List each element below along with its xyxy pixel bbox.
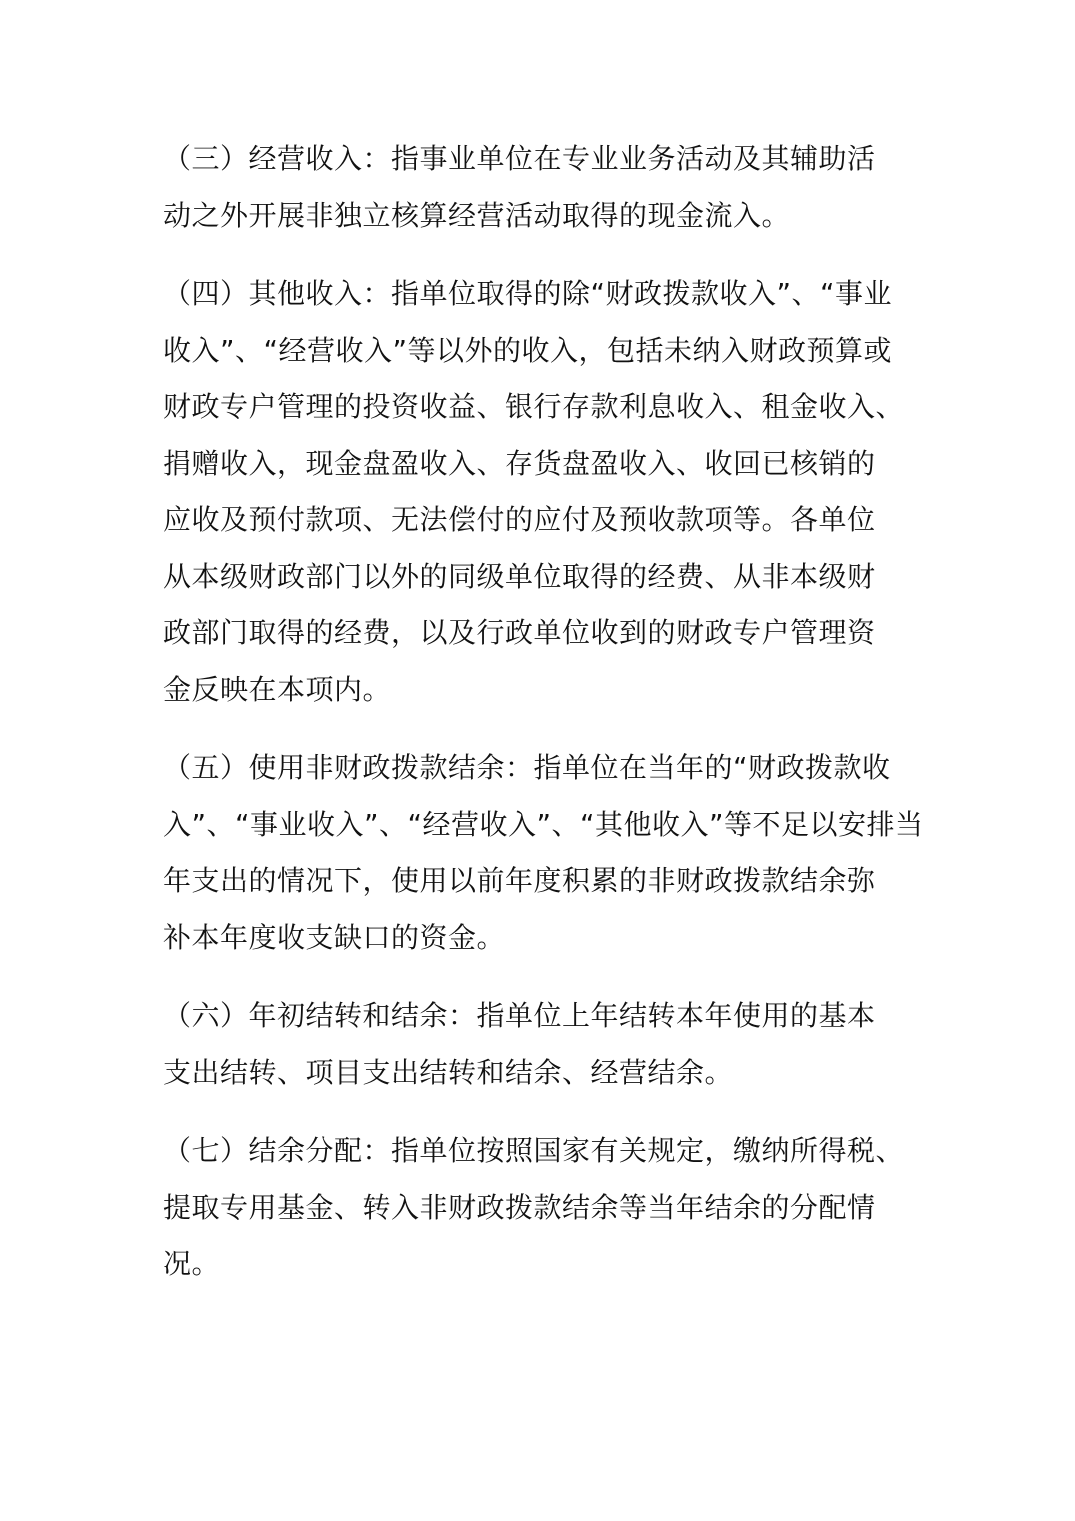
text-line: （三）经营收入：指事业单位在专业业务活动及其辅助活 bbox=[163, 142, 876, 175]
text-line: 财政专户管理的投资收益、银行存款利息收入、租金收入、 bbox=[163, 390, 905, 423]
text-line: 况。 bbox=[163, 1247, 221, 1280]
paragraph-operating-income bbox=[163, 131, 908, 244]
text-line: 提取专用基金、转入非财政拨款结余等当年结余的分配情 bbox=[163, 1190, 876, 1224]
text-line: 入”、“事业收入”、“经营收入”、“其他收入”等不足以安排当 bbox=[163, 807, 924, 841]
text-line: 动之外开展非独立核算经营活动取得的现金流入。 bbox=[163, 198, 791, 232]
text-line: （五）使用非财政拨款结余：指单位在当年的“财政拨款收 bbox=[163, 751, 891, 784]
paragraph-carryover-balance bbox=[163, 988, 908, 1101]
paragraph-non-fiscal-surplus-use bbox=[163, 740, 924, 966]
text-line: 支出结转、项目支出结转和结余、经营结余。 bbox=[163, 1055, 734, 1089]
text-line: （七）结余分配：指单位按照国家有关规定，缴纳所得税、 bbox=[163, 1134, 905, 1167]
text-line: 从本级财政部门以外的同级单位取得的经费、从非本级财 bbox=[163, 559, 876, 593]
text-line: 政部门取得的经费，以及行政单位收到的财政专户管理资 bbox=[163, 616, 876, 649]
document-body bbox=[163, 131, 924, 1315]
paragraph-surplus-distribution bbox=[163, 1123, 908, 1293]
paragraph-other-income bbox=[163, 266, 908, 718]
text-line: 应收及预付款项、无法偿付的应付及预收款项等。各单位 bbox=[163, 503, 876, 536]
text-line: 收入”、“经营收入”等以外的收入，包括未纳入财政预算或 bbox=[163, 333, 893, 367]
text-line: 年支出的情况下，使用以前年度积累的非财政拨款结余弥 bbox=[163, 864, 876, 897]
text-line: 捐赠收入，现金盘盈收入、存货盘盈收入、收回已核销的 bbox=[163, 446, 876, 480]
text-line: （四）其他收入：指单位取得的除“财政拨款收入”、“事业 bbox=[163, 277, 893, 310]
text-line: （六）年初结转和结余：指单位上年结转本年使用的基本 bbox=[163, 999, 876, 1032]
text-line: 补本年度收支缺口的资金。 bbox=[163, 920, 506, 954]
text-line: 金反映在本项内。 bbox=[163, 672, 392, 706]
